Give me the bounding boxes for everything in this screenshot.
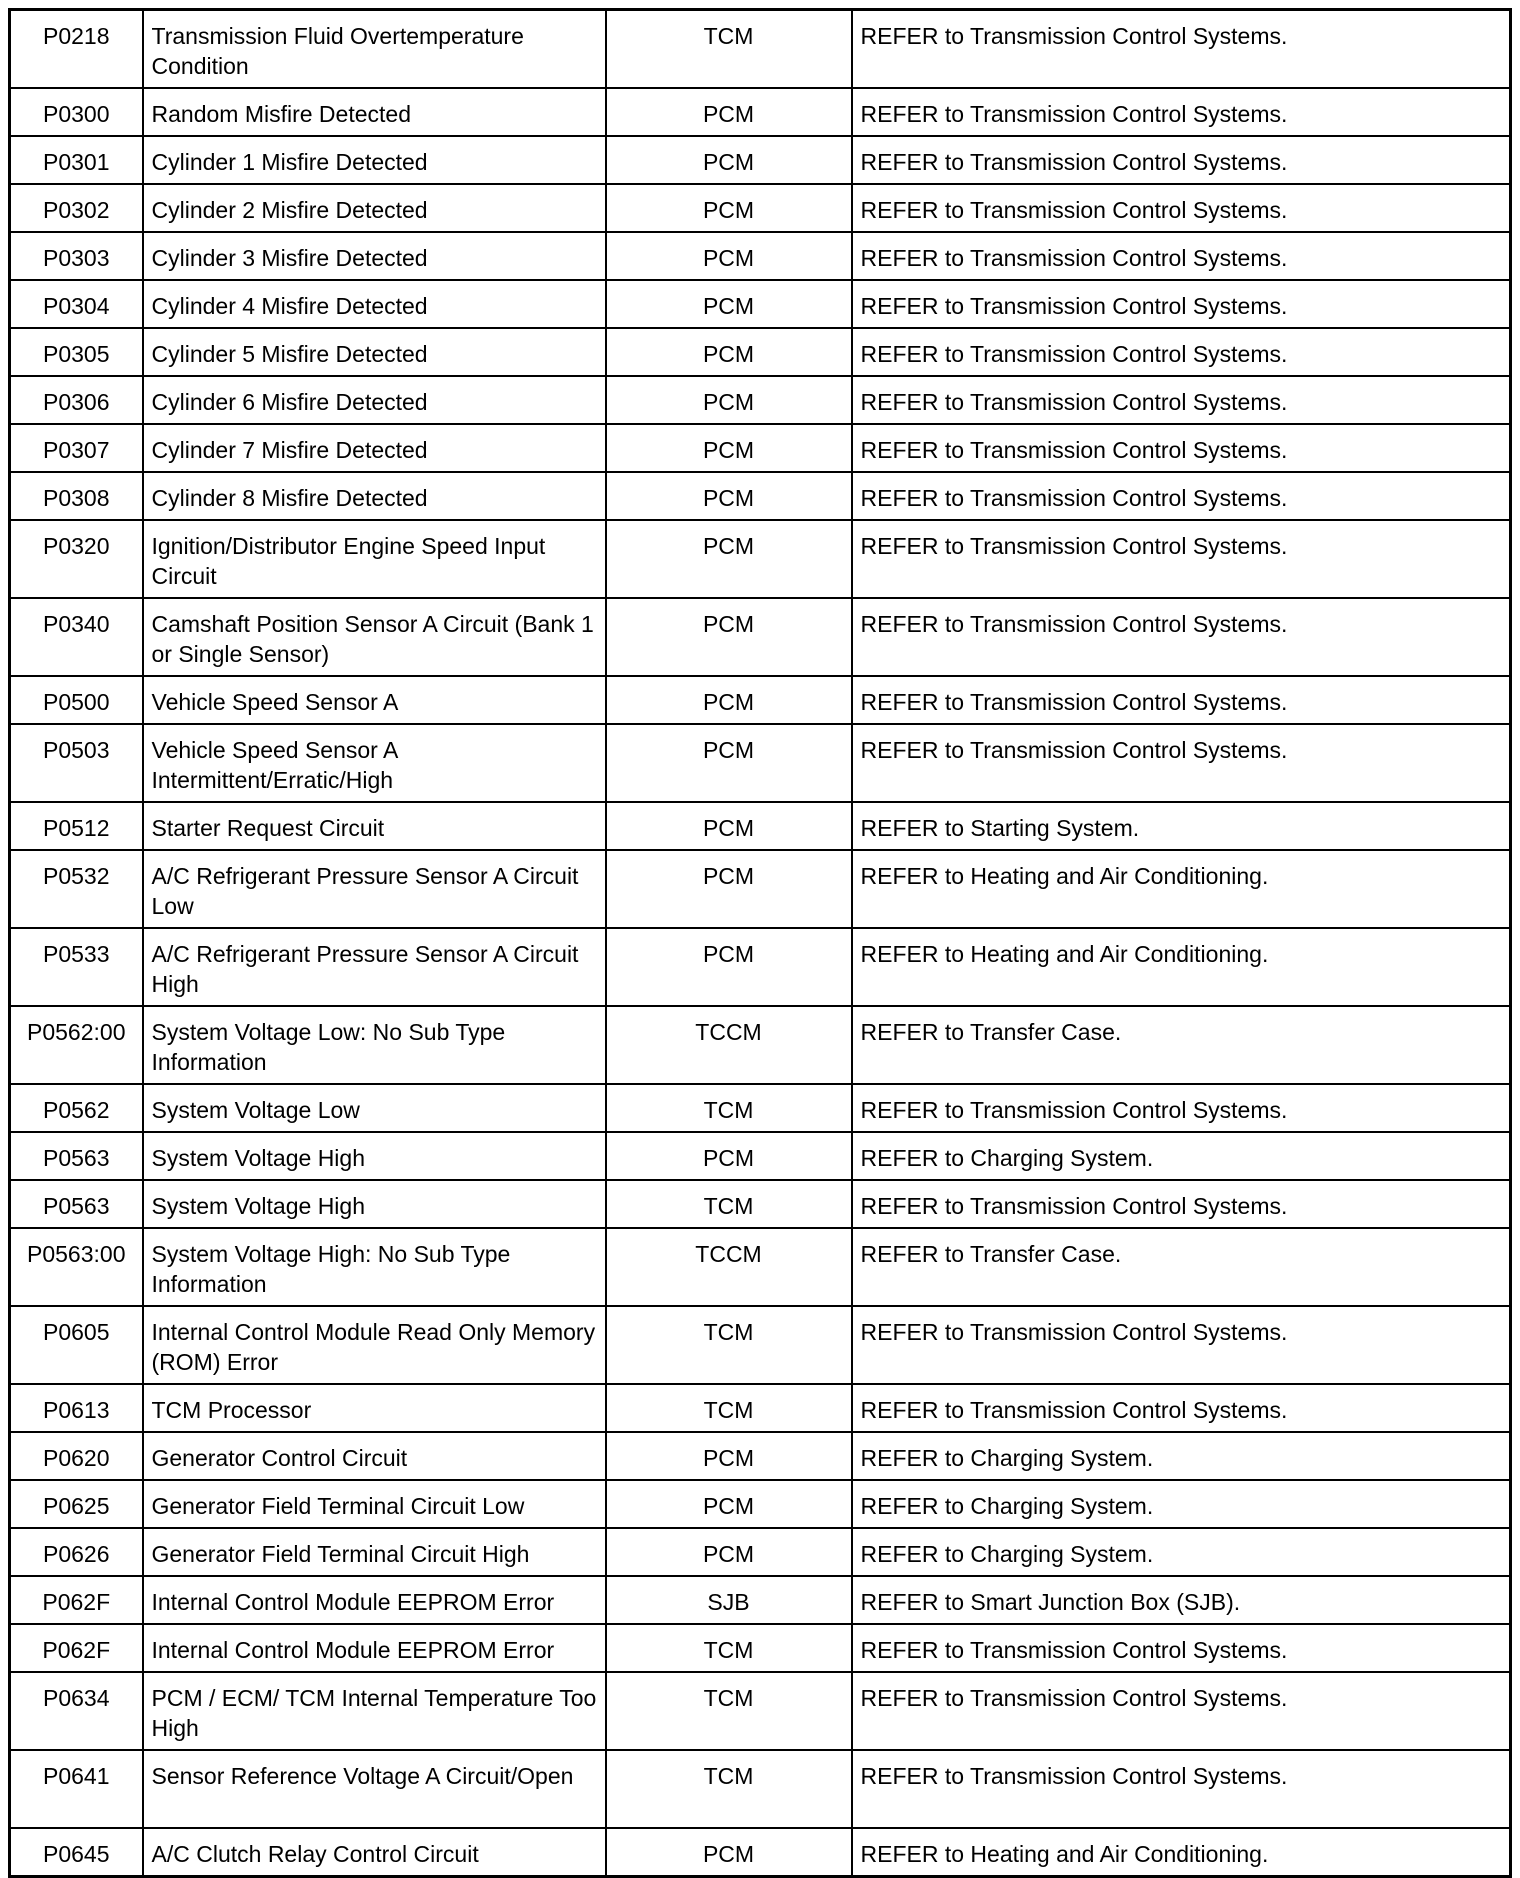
dtc-code-cell: P0613 bbox=[10, 1384, 143, 1432]
table-row bbox=[10, 1828, 1511, 1877]
dtc-description-cell: Internal Control Module Read Only Memory (ROM) Error bbox=[143, 1306, 606, 1384]
dtc-module-cell: PCM bbox=[606, 520, 852, 598]
table-row bbox=[10, 1384, 1511, 1432]
dtc-action-cell: REFER to Transmission Control Systems. bbox=[852, 328, 1511, 376]
dtc-module-cell: PCM bbox=[606, 850, 852, 928]
dtc-description-cell: Cylinder 6 Misfire Detected bbox=[143, 376, 606, 424]
dtc-description-cell: System Voltage High bbox=[143, 1132, 606, 1180]
dtc-code-cell: P0562 bbox=[10, 1084, 143, 1132]
dtc-module-cell: TCM bbox=[606, 1384, 852, 1432]
dtc-module-cell: PCM bbox=[606, 724, 852, 802]
table-row bbox=[10, 1180, 1511, 1228]
dtc-code-cell: P0340 bbox=[10, 598, 143, 676]
dtc-module-cell: PCM bbox=[606, 376, 852, 424]
dtc-module-cell: PCM bbox=[606, 232, 852, 280]
dtc-code-cell: P0645 bbox=[10, 1828, 143, 1877]
dtc-code-cell: P0218 bbox=[10, 10, 143, 89]
dtc-table-body bbox=[10, 10, 1511, 1877]
dtc-code-cell: P0563 bbox=[10, 1132, 143, 1180]
dtc-code-cell: P0563 bbox=[10, 1180, 143, 1228]
table-row bbox=[10, 136, 1511, 184]
table-row bbox=[10, 1624, 1511, 1672]
table-row bbox=[10, 1228, 1511, 1306]
dtc-description-cell: Vehicle Speed Sensor A bbox=[143, 676, 606, 724]
dtc-action-cell: REFER to Transmission Control Systems. bbox=[852, 184, 1511, 232]
table-row bbox=[10, 1132, 1511, 1180]
table-row bbox=[10, 88, 1511, 136]
dtc-module-cell: TCM bbox=[606, 1084, 852, 1132]
dtc-action-cell: REFER to Smart Junction Box (SJB). bbox=[852, 1576, 1511, 1624]
dtc-module-cell: TCM bbox=[606, 1624, 852, 1672]
dtc-action-cell: REFER to Transfer Case. bbox=[852, 1228, 1511, 1306]
dtc-module-cell: PCM bbox=[606, 88, 852, 136]
dtc-code-cell: P0634 bbox=[10, 1672, 143, 1750]
dtc-action-cell: REFER to Transmission Control Systems. bbox=[852, 1084, 1511, 1132]
dtc-module-cell: PCM bbox=[606, 1828, 852, 1877]
table-row bbox=[10, 280, 1511, 328]
dtc-code-cell: P0562:00 bbox=[10, 1006, 143, 1084]
dtc-description-cell: System Voltage High: No Sub Type Information bbox=[143, 1228, 606, 1306]
dtc-code-cell: P0304 bbox=[10, 280, 143, 328]
dtc-code-cell: P062F bbox=[10, 1576, 143, 1624]
table-row bbox=[10, 724, 1511, 802]
dtc-description-cell: Cylinder 1 Misfire Detected bbox=[143, 136, 606, 184]
dtc-description-cell: System Voltage High bbox=[143, 1180, 606, 1228]
dtc-action-cell: REFER to Transmission Control Systems. bbox=[852, 136, 1511, 184]
table-row bbox=[10, 1480, 1511, 1528]
table-row bbox=[10, 424, 1511, 472]
dtc-module-cell: PCM bbox=[606, 472, 852, 520]
table-row bbox=[10, 676, 1511, 724]
dtc-action-cell: REFER to Transmission Control Systems. bbox=[852, 10, 1511, 89]
dtc-code-cell: P0533 bbox=[10, 928, 143, 1006]
dtc-action-cell: REFER to Transmission Control Systems. bbox=[852, 472, 1511, 520]
dtc-code-cell: P0625 bbox=[10, 1480, 143, 1528]
dtc-code-cell: P0626 bbox=[10, 1528, 143, 1576]
dtc-code-cell: P0620 bbox=[10, 1432, 143, 1480]
dtc-description-cell: Sensor Reference Voltage A Circuit/Open bbox=[143, 1750, 606, 1828]
dtc-module-cell: TCCM bbox=[606, 1006, 852, 1084]
dtc-action-cell: REFER to Charging System. bbox=[852, 1528, 1511, 1576]
table-row bbox=[10, 1432, 1511, 1480]
dtc-description-cell: Cylinder 3 Misfire Detected bbox=[143, 232, 606, 280]
dtc-code-cell: P0532 bbox=[10, 850, 143, 928]
dtc-code-cell: P0303 bbox=[10, 232, 143, 280]
dtc-action-cell: REFER to Heating and Air Conditioning. bbox=[852, 928, 1511, 1006]
dtc-description-cell: Ignition/Distributor Engine Speed Input Circuit bbox=[143, 520, 606, 598]
dtc-action-cell: REFER to Transmission Control Systems. bbox=[852, 376, 1511, 424]
dtc-code-cell: P0512 bbox=[10, 802, 143, 850]
dtc-module-cell: PCM bbox=[606, 1480, 852, 1528]
dtc-description-cell: Vehicle Speed Sensor A Intermittent/Erratic/High bbox=[143, 724, 606, 802]
dtc-action-cell: REFER to Transmission Control Systems. bbox=[852, 280, 1511, 328]
dtc-action-cell: REFER to Transfer Case. bbox=[852, 1006, 1511, 1084]
dtc-code-cell: P0307 bbox=[10, 424, 143, 472]
table-row bbox=[10, 850, 1511, 928]
dtc-module-cell: TCM bbox=[606, 1180, 852, 1228]
dtc-code-cell: P0300 bbox=[10, 88, 143, 136]
dtc-action-cell: REFER to Transmission Control Systems. bbox=[852, 424, 1511, 472]
dtc-module-cell: PCM bbox=[606, 598, 852, 676]
dtc-description-cell: A/C Refrigerant Pressure Sensor A Circuit Low bbox=[143, 850, 606, 928]
table-row bbox=[10, 802, 1511, 850]
table-row bbox=[10, 1306, 1511, 1384]
dtc-module-cell: TCM bbox=[606, 1672, 852, 1750]
table-row bbox=[10, 184, 1511, 232]
dtc-table bbox=[8, 8, 1512, 1878]
table-row bbox=[10, 328, 1511, 376]
dtc-code-cell: P062F bbox=[10, 1624, 143, 1672]
dtc-description-cell: System Voltage Low bbox=[143, 1084, 606, 1132]
dtc-action-cell: REFER to Transmission Control Systems. bbox=[852, 1624, 1511, 1672]
table-row bbox=[10, 928, 1511, 1006]
dtc-module-cell: TCCM bbox=[606, 1228, 852, 1306]
dtc-action-cell: REFER to Transmission Control Systems. bbox=[852, 598, 1511, 676]
dtc-code-cell: P0500 bbox=[10, 676, 143, 724]
table-row bbox=[10, 1084, 1511, 1132]
dtc-code-cell: P0301 bbox=[10, 136, 143, 184]
dtc-module-cell: SJB bbox=[606, 1576, 852, 1624]
dtc-action-cell: REFER to Transmission Control Systems. bbox=[852, 88, 1511, 136]
dtc-description-cell: Generator Field Terminal Circuit Low bbox=[143, 1480, 606, 1528]
dtc-description-cell: Transmission Fluid Overtemperature Condition bbox=[143, 10, 606, 89]
dtc-module-cell: PCM bbox=[606, 280, 852, 328]
dtc-action-cell: REFER to Transmission Control Systems. bbox=[852, 1672, 1511, 1750]
dtc-description-cell: Cylinder 8 Misfire Detected bbox=[143, 472, 606, 520]
dtc-description-cell: Camshaft Position Sensor A Circuit (Bank 1 or Single Sensor) bbox=[143, 598, 606, 676]
dtc-action-cell: REFER to Transmission Control Systems. bbox=[852, 676, 1511, 724]
dtc-description-cell: TCM Processor bbox=[143, 1384, 606, 1432]
dtc-action-cell: REFER to Transmission Control Systems. bbox=[852, 1750, 1511, 1828]
table-row bbox=[10, 472, 1511, 520]
dtc-action-cell: REFER to Transmission Control Systems. bbox=[852, 724, 1511, 802]
dtc-action-cell: REFER to Transmission Control Systems. bbox=[852, 1384, 1511, 1432]
dtc-description-cell: Cylinder 4 Misfire Detected bbox=[143, 280, 606, 328]
dtc-module-cell: PCM bbox=[606, 1528, 852, 1576]
dtc-description-cell: Generator Field Terminal Circuit High bbox=[143, 1528, 606, 1576]
table-row bbox=[10, 1750, 1511, 1828]
dtc-module-cell: PCM bbox=[606, 136, 852, 184]
dtc-module-cell: PCM bbox=[606, 328, 852, 376]
dtc-code-cell: P0305 bbox=[10, 328, 143, 376]
table-row bbox=[10, 232, 1511, 280]
dtc-action-cell: REFER to Transmission Control Systems. bbox=[852, 520, 1511, 598]
dtc-module-cell: TCM bbox=[606, 1306, 852, 1384]
dtc-module-cell: PCM bbox=[606, 802, 852, 850]
dtc-action-cell: REFER to Charging System. bbox=[852, 1480, 1511, 1528]
dtc-code-cell: P0320 bbox=[10, 520, 143, 598]
dtc-module-cell: PCM bbox=[606, 928, 852, 1006]
dtc-action-cell: REFER to Transmission Control Systems. bbox=[852, 1180, 1511, 1228]
dtc-code-cell: P0563:00 bbox=[10, 1228, 143, 1306]
dtc-module-cell: PCM bbox=[606, 676, 852, 724]
dtc-module-cell: TCM bbox=[606, 1750, 852, 1828]
dtc-action-cell: REFER to Transmission Control Systems. bbox=[852, 1306, 1511, 1384]
dtc-description-cell: A/C Clutch Relay Control Circuit bbox=[143, 1828, 606, 1877]
dtc-description-cell: System Voltage Low: No Sub Type Information bbox=[143, 1006, 606, 1084]
table-row bbox=[10, 1006, 1511, 1084]
dtc-action-cell: REFER to Transmission Control Systems. bbox=[852, 232, 1511, 280]
dtc-code-cell: P0308 bbox=[10, 472, 143, 520]
table-row bbox=[10, 1672, 1511, 1750]
dtc-module-cell: PCM bbox=[606, 184, 852, 232]
dtc-description-cell: Internal Control Module EEPROM Error bbox=[143, 1624, 606, 1672]
dtc-description-cell: PCM / ECM/ TCM Internal Temperature Too High bbox=[143, 1672, 606, 1750]
dtc-module-cell: PCM bbox=[606, 1132, 852, 1180]
dtc-description-cell: Random Misfire Detected bbox=[143, 88, 606, 136]
dtc-description-cell: A/C Refrigerant Pressure Sensor A Circuit High bbox=[143, 928, 606, 1006]
dtc-description-cell: Cylinder 7 Misfire Detected bbox=[143, 424, 606, 472]
document-page bbox=[8, 8, 1512, 1878]
dtc-code-cell: P0605 bbox=[10, 1306, 143, 1384]
dtc-action-cell: REFER to Starting System. bbox=[852, 802, 1511, 850]
dtc-module-cell: PCM bbox=[606, 1432, 852, 1480]
dtc-code-cell: P0302 bbox=[10, 184, 143, 232]
dtc-description-cell: Cylinder 5 Misfire Detected bbox=[143, 328, 606, 376]
dtc-description-cell: Internal Control Module EEPROM Error bbox=[143, 1576, 606, 1624]
table-row bbox=[10, 1528, 1511, 1576]
dtc-code-cell: P0641 bbox=[10, 1750, 143, 1828]
table-row bbox=[10, 376, 1511, 424]
dtc-description-cell: Starter Request Circuit bbox=[143, 802, 606, 850]
dtc-code-cell: P0503 bbox=[10, 724, 143, 802]
table-row bbox=[10, 1576, 1511, 1624]
dtc-action-cell: REFER to Heating and Air Conditioning. bbox=[852, 850, 1511, 928]
dtc-code-cell: P0306 bbox=[10, 376, 143, 424]
table-row bbox=[10, 598, 1511, 676]
dtc-description-cell: Cylinder 2 Misfire Detected bbox=[143, 184, 606, 232]
dtc-action-cell: REFER to Charging System. bbox=[852, 1132, 1511, 1180]
table-row bbox=[10, 520, 1511, 598]
dtc-description-cell: Generator Control Circuit bbox=[143, 1432, 606, 1480]
table-row bbox=[10, 10, 1511, 89]
dtc-module-cell: TCM bbox=[606, 10, 852, 89]
dtc-action-cell: REFER to Heating and Air Conditioning. bbox=[852, 1828, 1511, 1877]
dtc-action-cell: REFER to Charging System. bbox=[852, 1432, 1511, 1480]
dtc-module-cell: PCM bbox=[606, 424, 852, 472]
